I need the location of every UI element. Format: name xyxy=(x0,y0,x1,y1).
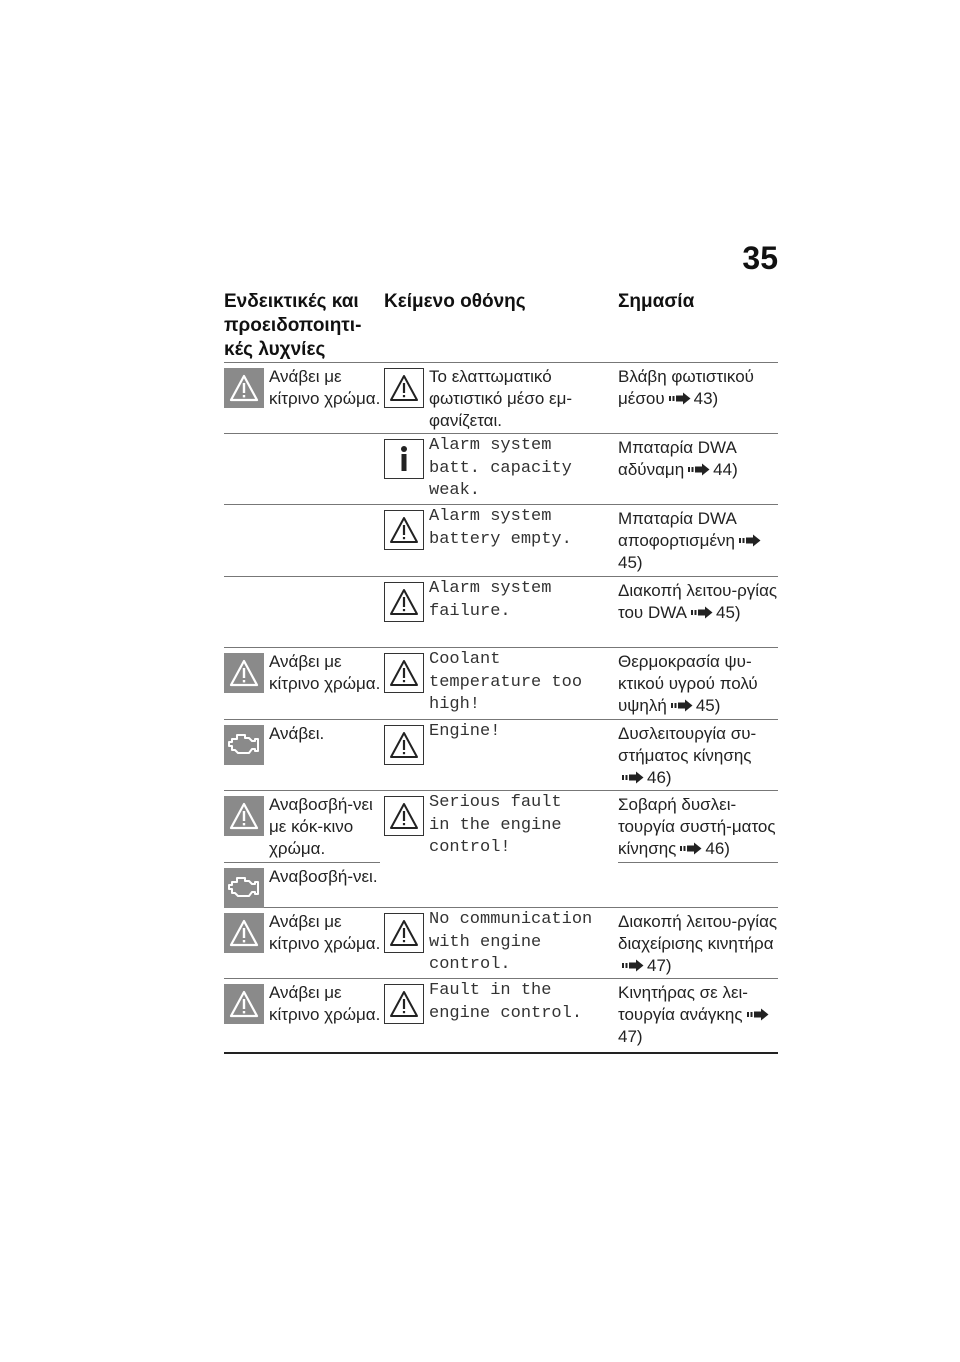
page-reference-arrow-icon xyxy=(669,392,691,405)
info-icon xyxy=(384,439,424,479)
table-row xyxy=(224,504,778,576)
meaning-text xyxy=(618,580,780,624)
indicator-text: Ανάβει με κίτρινο χρώμα. xyxy=(269,652,381,693)
indicator-text: Ανάβει με κίτρινο χρώμα. xyxy=(269,912,381,953)
meaning-label: Μπαταρία DWA αποφορτισμένη xyxy=(618,509,736,550)
page-reference: 46) xyxy=(647,768,672,787)
warning-triangle-icon xyxy=(224,796,264,836)
display-text: Alarm system failure. xyxy=(429,579,552,621)
warning-triangle-icon xyxy=(224,984,264,1024)
page-reference-arrow-icon xyxy=(688,463,710,476)
page-reference-arrow-icon xyxy=(671,699,693,712)
page-reference: 45) xyxy=(618,553,643,572)
table-row xyxy=(224,978,778,1052)
page-reference: 47) xyxy=(618,1027,643,1046)
page-reference-arrow-icon xyxy=(691,606,713,619)
meaning-text xyxy=(618,508,780,574)
page-reference: 46) xyxy=(705,839,730,858)
header-indicator-lights: Ενδεικτικές και προειδοποιητι-κές λυχνίες xyxy=(224,291,362,360)
meaning-label: Μπαταρία DWA αδύναμη xyxy=(618,438,736,479)
page-reference-arrow-icon xyxy=(739,534,761,547)
table-row xyxy=(224,576,778,647)
meaning-text xyxy=(618,437,780,481)
table-bottom-rule xyxy=(224,1052,778,1054)
meaning-label: Κινητήρας σε λει-τουργία ανάγκης xyxy=(618,983,748,1024)
display-text: Coolant temperature too high! xyxy=(429,650,583,714)
meaning-text xyxy=(618,982,780,1048)
engine-icon xyxy=(224,868,264,908)
table-row xyxy=(224,362,778,433)
table-row xyxy=(224,907,778,978)
warning-triangle-icon xyxy=(224,913,264,953)
meaning-label: Θερμοκρασία ψυ-κτικού υγρού πολύ υψηλή xyxy=(618,652,758,715)
display-text: Alarm system batt. capacity weak. xyxy=(429,436,572,500)
page-reference: 45) xyxy=(715,603,741,622)
warning-triangle-icon xyxy=(384,913,424,953)
table-row xyxy=(224,719,778,790)
meaning-text xyxy=(618,723,780,789)
meaning-text xyxy=(618,651,780,717)
warning-triangle-icon xyxy=(384,510,424,550)
display-text: Serious fault in the engine control! xyxy=(429,793,562,857)
warning-triangle-icon xyxy=(384,984,424,1024)
header-meaning: Σημασία xyxy=(618,291,695,312)
meaning-label: Διακοπή λειτου-ργίας διαχείρισης κινητήρα xyxy=(618,912,778,953)
meaning-label: Δυσλειτουργία συ-στήματος κίνησης xyxy=(618,724,757,765)
meaning-label: Σοβαρή δυσλει-τουργία συστή-ματος κίνησης xyxy=(618,795,776,858)
warning-triangle-icon xyxy=(384,368,424,408)
warning-triangle-icon xyxy=(384,796,424,836)
page-reference-arrow-icon xyxy=(747,1008,769,1021)
page-reference-arrow-icon xyxy=(622,771,644,784)
display-text: Το ελαττωματικό φωτιστικό μέσο εμ-φανίζεται. xyxy=(429,367,573,430)
warning-triangle-icon xyxy=(224,368,264,408)
page-reference-arrow-icon xyxy=(680,842,702,855)
display-text: Fault in the engine control. xyxy=(429,981,583,1023)
indicator-text: Ανάβει με κίτρινο χρώμα. xyxy=(269,983,381,1024)
page-reference: 45) xyxy=(695,696,721,715)
page-number: 35 xyxy=(742,240,778,276)
warning-triangle-icon xyxy=(384,653,424,693)
indicator-text: Ανάβει. xyxy=(269,724,325,743)
indicator-text: Αναβοσβή-νει. xyxy=(269,867,378,886)
page-reference-arrow-icon xyxy=(622,959,644,972)
meaning-label: Βλάβη φωτιστικού μέσου xyxy=(618,367,754,408)
display-text: No communication with engine control. xyxy=(429,910,593,974)
header-display-text: Κείμενο οθόνης xyxy=(384,291,526,312)
table-row xyxy=(224,862,778,907)
indicator-text: Ανάβει με κίτρινο χρώμα. xyxy=(269,367,381,408)
display-text: Alarm system battery empty. xyxy=(429,507,572,549)
warning-triangle-icon xyxy=(224,653,264,693)
meaning-text xyxy=(618,366,780,410)
meaning-text xyxy=(618,794,780,860)
page-reference: 43) xyxy=(693,389,719,408)
meaning-text xyxy=(618,911,780,977)
warning-triangle-icon xyxy=(384,582,424,622)
engine-icon xyxy=(224,725,264,765)
meaning-label: Διακοπή λειτου-ργίας του DWA xyxy=(618,581,778,622)
page-reference: 44) xyxy=(713,460,738,479)
table-row xyxy=(224,647,778,719)
indicator-text: Αναβοσβή-νει με κόκ-κινο χρώμα. xyxy=(269,795,373,858)
warning-triangle-icon xyxy=(384,725,424,765)
page-reference: 47) xyxy=(647,956,672,975)
table-row xyxy=(224,433,778,504)
display-text: Engine! xyxy=(429,722,501,741)
